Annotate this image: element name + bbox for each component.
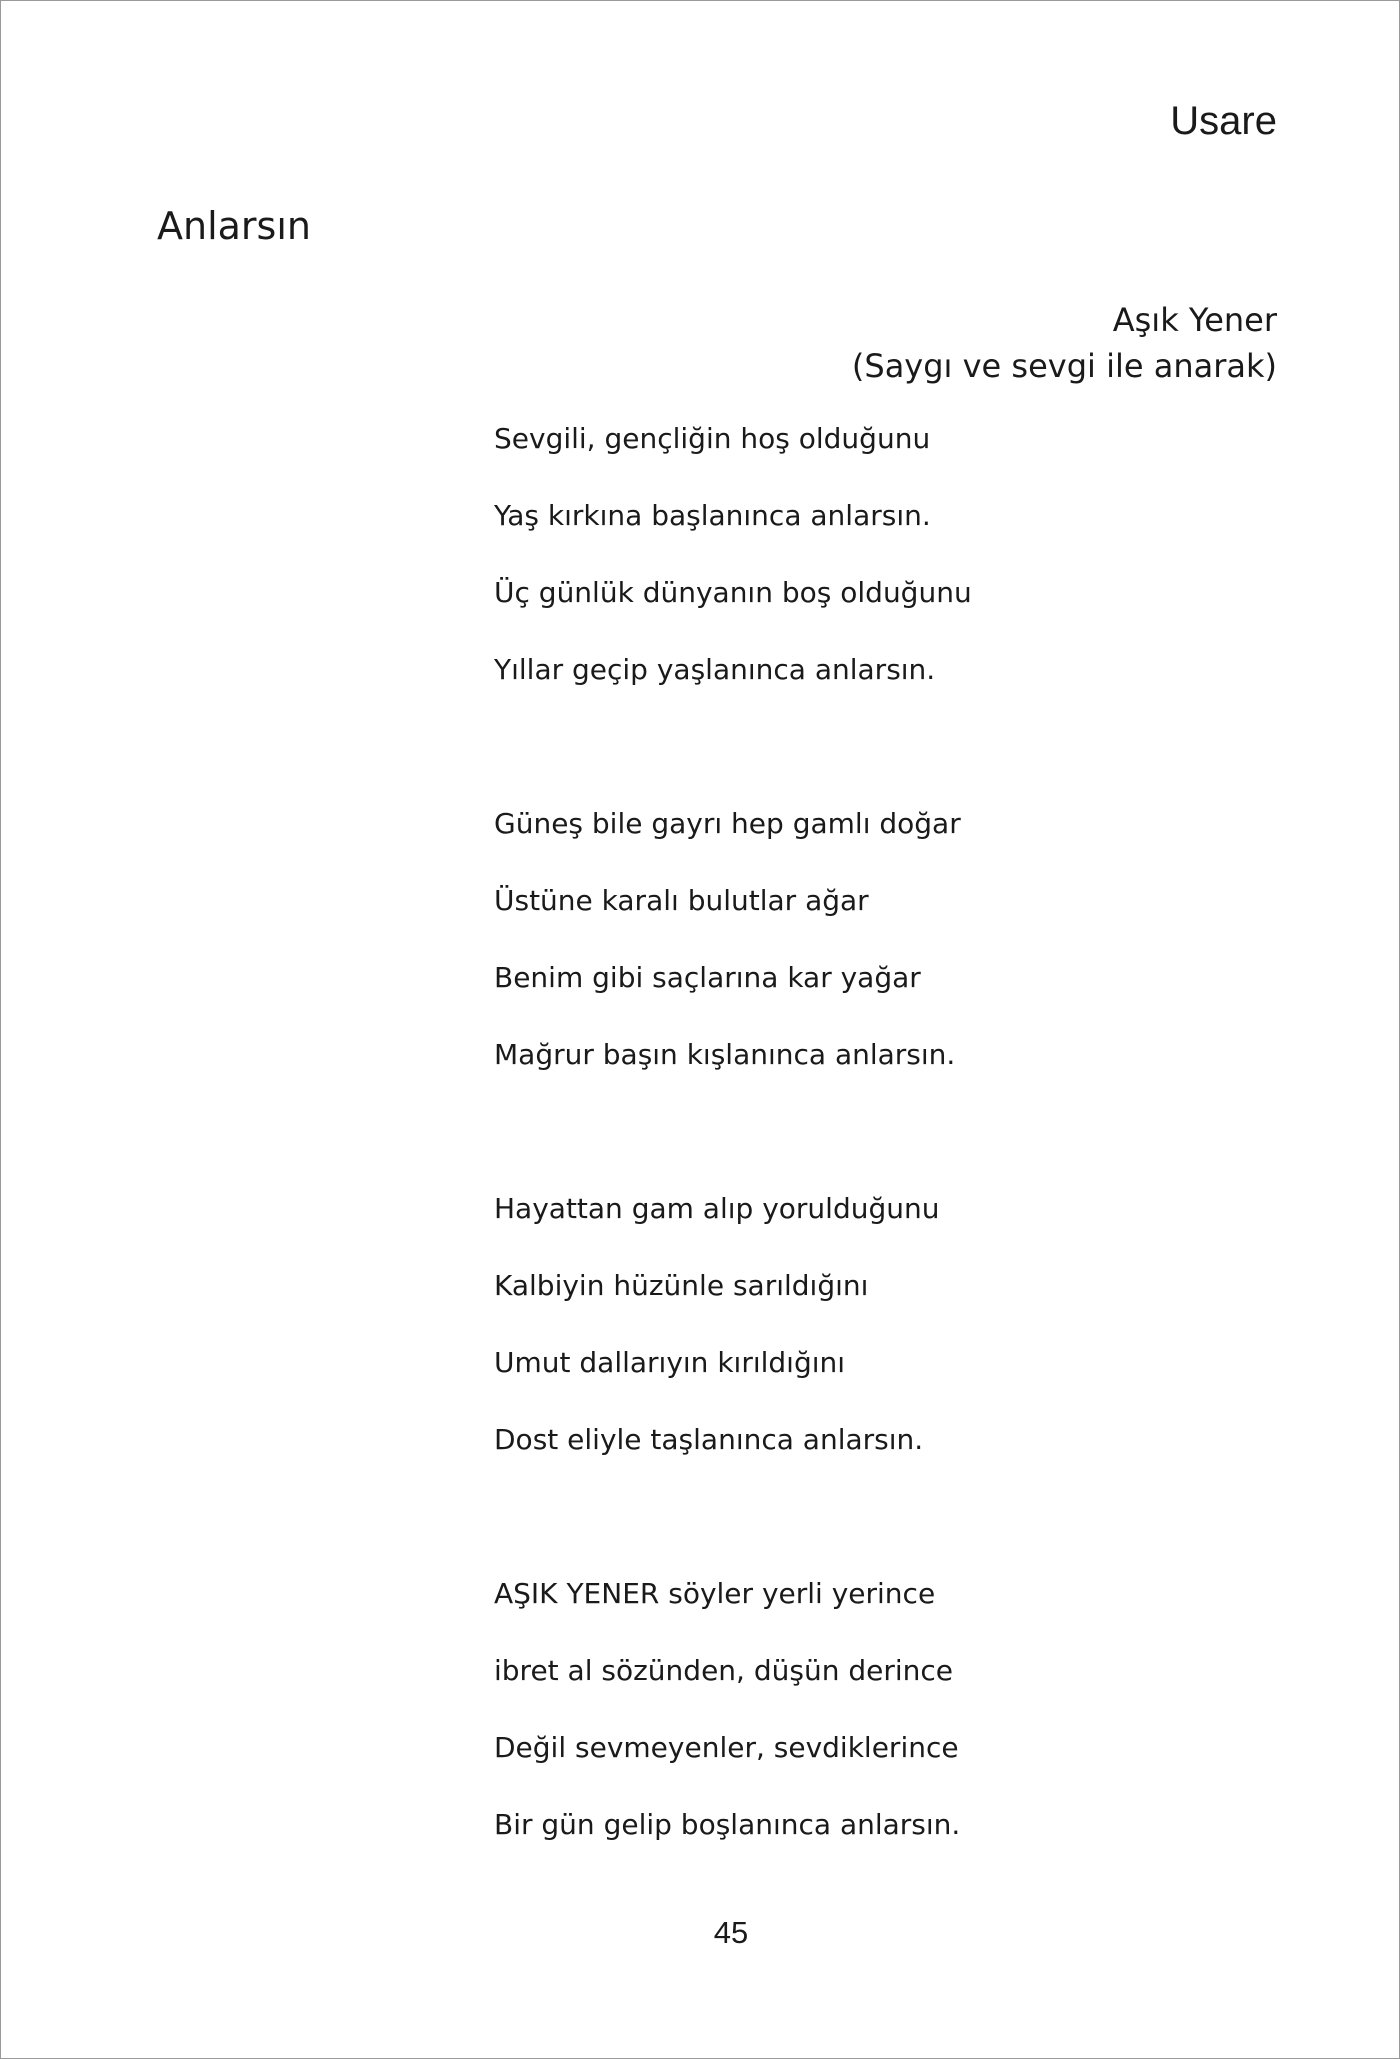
poem-line: Kalbiyin hüzünle sarıldığını [494,1269,869,1302]
poem-dedication: (Saygı ve sevgi ile anarak) [851,347,1277,385]
poem-line: Yaş kırkına başlanınca anlarsın. [494,499,931,532]
poem-line: Üç günlük dünyanın boş olduğunu [494,576,972,609]
stanza-2 [494,804,972,1112]
poem-line: Bir gün gelip boşlanınca anlarsın. [494,1808,961,1841]
poem-line: AŞIK YENER söyler yerli yerince [494,1577,936,1610]
poem-line: Hayattan gam alıp yorulduğunu [494,1192,940,1225]
poem-line: Umut dallarıyın kırıldığını [494,1346,846,1379]
poem-line: Benim gibi saçlarına kar yağar [494,961,921,994]
poem-line: Değil sevmeyenler, sevdiklerince [494,1731,959,1764]
poem-body [494,419,972,1882]
poem-title: Anlarsın [157,204,311,248]
poem-line: Sevgili, gençliğin hoş olduğunu [494,422,931,455]
poem-author: Aşık Yener [1112,301,1277,339]
running-header-title: Usare [1170,99,1277,143]
stanza-4 [494,1574,972,1882]
page-number: 45 [713,1915,749,1950]
poem-line: Dost eliyle taşlanınca anlarsın. [494,1423,924,1456]
poem-line: Mağrur başın kışlanınca anlarsın. [494,1038,956,1071]
stanza-3 [494,1189,972,1497]
poem-line: Yıllar geçip yaşlanınca anlarsın. [494,653,936,686]
poem-line: ibret al sözünden, düşün derince [494,1654,954,1687]
poem-line: Güneş bile gayrı hep gamlı doğar [494,807,961,840]
poem-line: Üstüne karalı bulutlar ağar [494,884,869,917]
author-dedication-block [852,297,1277,389]
stanza-1 [494,419,972,727]
